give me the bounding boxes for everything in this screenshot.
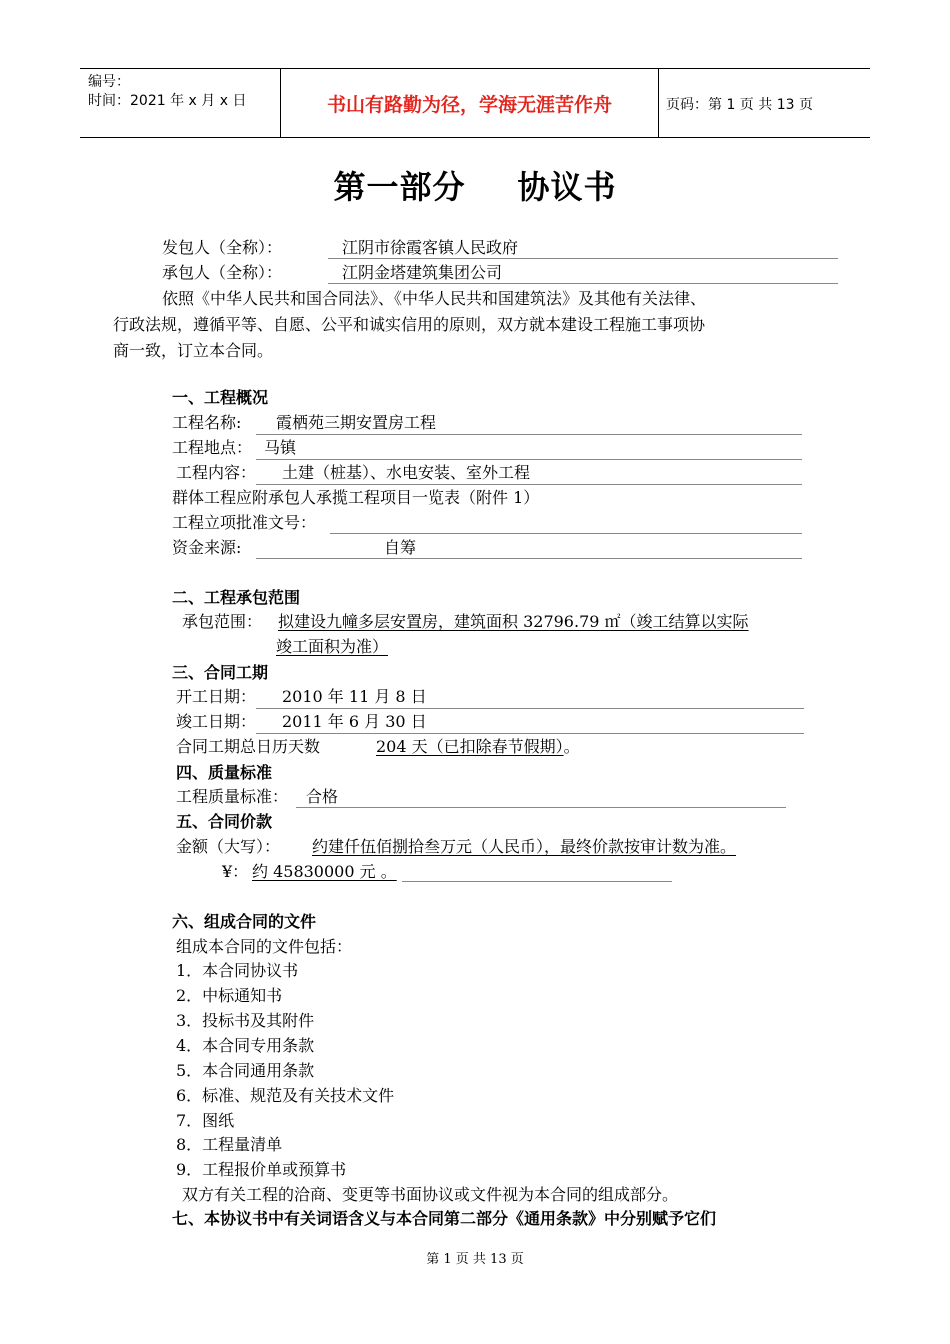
doc-item: 3．投标书及其附件 [176, 1011, 315, 1030]
docs-closing: 双方有关工程的洽商、变更等书面协议或文件视为本合同的组成部分。 [182, 1185, 679, 1204]
employer-label: 发包人（全称）： [162, 238, 283, 257]
amount-label: 金额（大写）： [176, 837, 281, 856]
project-site-label: 工程地点： [172, 438, 253, 457]
underline [330, 533, 802, 534]
scope-label: 承包范围： [182, 612, 263, 631]
approval-label: 工程立项批准文号： [172, 513, 317, 532]
section-6-heading: 六、组成合同的文件 [172, 912, 317, 931]
yen-label: ¥： [222, 862, 249, 881]
section-1-heading: 一、工程概况 [172, 388, 269, 407]
doc-item: 6．标准、规范及有关技术文件 [176, 1086, 395, 1105]
start-date-label: 开工日期： [176, 687, 257, 706]
contractor-label: 承包人（全称）： [162, 263, 283, 282]
header-table [80, 68, 870, 138]
doc-item: 5．本合同通用条款 [176, 1061, 315, 1080]
yen-value: 约 45830000 元 。 [252, 862, 397, 881]
intro-line-1: 依照《中华人民共和国合同法》、《中华人民共和国建筑法》及其他有关法律、 [162, 289, 707, 308]
total-days-value: 204 天（已扣除春节假期） [376, 737, 564, 756]
section-2-heading: 二、工程承包范围 [172, 588, 301, 607]
group-project-line: 群体工程应附承包人承揽工程项目一览表（附件 1） [172, 488, 540, 507]
underline [256, 558, 802, 559]
project-content-label: 工程内容： [176, 463, 257, 482]
scope-line-1: 拟建设九幢多层安置房，建筑面积 32796.79 ㎡（竣工结算以实际 [278, 612, 749, 631]
intro-line-3: 商一致，订立本合同。 [113, 341, 274, 360]
employer-value: 江阴市徐霞客镇人民政府 [342, 238, 519, 257]
project-content-value: 土建（桩基）、水电安装、室外工程 [282, 463, 531, 482]
scope-line-2: 竣工面积为准） [276, 637, 389, 656]
section-5-heading: 五、合同价款 [176, 812, 273, 831]
section-4-heading: 四、质量标准 [176, 763, 273, 782]
time-label: 时间：2021 年 x 月 x 日 [88, 93, 247, 109]
contractor-value: 江阴金塔建筑集团公司 [342, 263, 503, 282]
underline [296, 807, 786, 808]
fund-value: 自筹 [384, 538, 417, 557]
project-site-value: 马镇 [264, 438, 297, 457]
quality-value: 合格 [306, 787, 339, 806]
page-title [0, 162, 950, 208]
doc-item: 9．工程报价单或预算书 [176, 1160, 347, 1179]
underline [328, 258, 838, 259]
end-date-value: 2011 年 6 月 30 日 [282, 712, 427, 731]
section-7-heading: 七、本协议书中有关词语含义与本合同第二部分《通用条款》中分别赋予它们 [172, 1209, 717, 1228]
total-days-label: 合同工期总日历天数 [176, 737, 321, 756]
fund-label: 资金来源: [172, 538, 242, 557]
start-date-value: 2010 年 11 月 8 日 [282, 687, 427, 706]
docs-intro: 组成本合同的文件包括： [176, 937, 353, 956]
underline [328, 283, 838, 284]
end-date-label: 竣工日期： [176, 712, 257, 731]
project-name-label: 工程名称: [172, 413, 242, 432]
total-days-tail: 。 [563, 737, 580, 756]
doc-item: 2．中标通知书 [176, 986, 283, 1005]
doc-item: 1．本合同协议书 [176, 961, 299, 980]
footer-page-number: 第 1 页 共 13 页 [426, 1252, 524, 1267]
quality-label: 工程质量标准： [176, 787, 289, 806]
underline [402, 881, 672, 882]
underline [256, 434, 802, 435]
doc-item: 8．工程量清单 [176, 1135, 283, 1154]
amount-value: 约建仟伍佰捌拾叁万元（人民币），最终价款按审计数为准。 [312, 837, 737, 856]
intro-line-2: 行政法规，遵循平等、自愿、公平和诚实信用的原则，双方就本建设工程施工事项协 [113, 315, 706, 334]
header-motto: 书山有路勤为径，学海无涯苦作舟 [326, 93, 612, 116]
header-left-cell [88, 73, 246, 111]
title-name: 协议书 [517, 168, 617, 206]
number-label: 编号： [88, 74, 130, 90]
title-part: 第一部分 [333, 168, 466, 206]
header-divider [658, 69, 659, 137]
doc-item: 4．本合同专用条款 [176, 1036, 315, 1055]
page-label: 页码：第 1 页 共 13 页 [666, 97, 813, 113]
project-name-value: 霞栖苑三期安置房工程 [276, 413, 437, 432]
section-3-heading: 三、合同工期 [172, 663, 269, 682]
doc-item: 7．图纸 [176, 1111, 235, 1130]
